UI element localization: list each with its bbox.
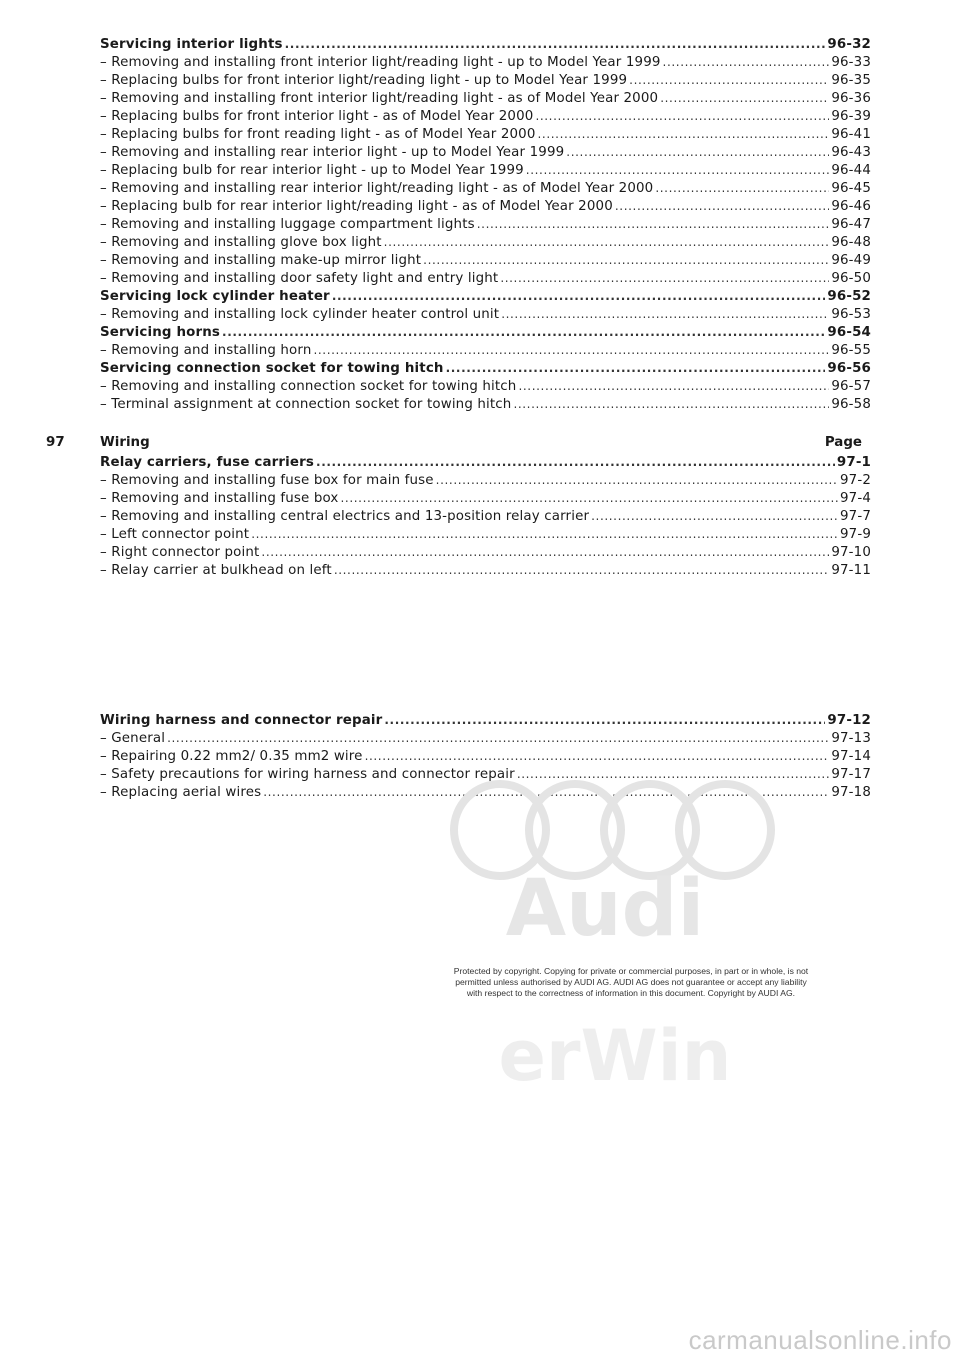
toc-entry-row[interactable] [100,305,871,323]
dot-leader [332,287,826,305]
toc-page-number: 96-43 [831,145,871,160]
toc-heading-row[interactable] [100,323,871,341]
toc-entry-row[interactable] [100,561,871,579]
toc-entry-row[interactable] [100,471,871,489]
toc-entry-title: – Removing and installing central electrics and 13-position relay carrier [100,508,589,526]
toc-entry-title: – General [100,730,165,748]
toc-page-number: 97-18 [831,785,871,800]
toc-entry-title: – Removing and installing door safety light and entry light [100,270,498,288]
dot-leader [591,507,838,525]
toc-entry-title: – Removing and installing glove box light [100,234,382,252]
dot-leader [526,161,830,179]
dot-leader [446,359,826,377]
toc-heading-row[interactable] [100,711,871,729]
toc-entry-row[interactable] [100,179,871,197]
toc-entry-row[interactable] [100,269,871,287]
toc-page-number: 97-2 [840,473,871,488]
dot-leader [513,395,829,413]
dot-leader [316,453,835,471]
toc-page-number: 96-32 [827,37,871,52]
dot-leader [313,341,829,359]
dot-leader [384,233,830,251]
dot-leader [365,747,830,765]
toc-page-number: 97-10 [831,545,871,560]
toc-page-number: 96-57 [831,379,871,394]
toc-entry-title: Servicing lock cylinder heater [100,289,330,304]
toc-page-number: 97-14 [831,749,871,764]
toc-entry-title: – Safety precautions for wiring harness and connector repair [100,766,515,784]
toc-entry-title: – Removing and installing rear interior light/reading light - as of Model Year 2000 [100,180,653,198]
toc-page-number: 97-12 [827,713,871,728]
dot-leader [423,251,829,269]
toc-page-number: 96-46 [831,199,871,214]
toc-page-number: 96-53 [831,307,871,322]
svg-text:Audi: Audi [505,864,705,954]
toc-entry-row[interactable] [100,161,871,179]
toc-entry-title: – Removing and installing connection socket for towing hitch [100,378,516,396]
dot-leader [538,125,830,143]
dot-leader [334,561,830,579]
toc-page-number: 97-9 [840,527,871,542]
toc-page-number: 96-35 [831,73,871,88]
dot-leader [629,71,829,89]
toc-entry-title: – Removing and installing front interior light/reading light - up to Model Year 1999 [100,54,661,72]
toc-entry-row[interactable] [100,197,871,215]
toc-entry-title: – Relay carrier at bulkhead on left [100,562,332,580]
dot-leader [518,377,829,395]
toc-page-number: 96-39 [831,109,871,124]
toc-page-number: 96-44 [831,163,871,178]
toc-entry-title: – Removing and installing front interior light/reading light - as of Model Year 2000 [100,90,658,108]
toc-entry-row[interactable] [100,729,871,747]
dot-leader [436,471,838,489]
toc-page-number: 96-58 [831,397,871,412]
toc-entry-row[interactable] [100,107,871,125]
toc-entry-row[interactable] [100,395,871,413]
toc-page-number: 96-52 [827,289,871,304]
toc-page-number: 97-7 [840,509,871,524]
toc-entry-title: – Removing and installing rear interior light - up to Model Year 1999 [100,144,564,162]
dot-leader [663,53,830,71]
toc-entry-row[interactable] [100,125,871,143]
toc-page-number: 97-4 [840,491,871,506]
toc-heading-row[interactable] [100,359,871,377]
toc-entry-title: – Removing and installing fuse box for main fuse [100,472,434,490]
toc-entry-title: – Repairing 0.22 mm2/ 0.35 mm2 wire [100,748,363,766]
dot-leader [535,107,829,125]
dot-leader [261,543,829,561]
chapter-number: 97 [46,435,65,450]
dot-leader [500,269,829,287]
toc-page-number: 96-41 [831,127,871,142]
toc-page-number: 97-1 [836,455,871,470]
toc-page-number: 96-55 [831,343,871,358]
toc-page-number: 96-47 [831,217,871,232]
toc-entry-row[interactable] [100,53,871,71]
toc-entry-title: – Removing and installing lock cylinder heater control unit [100,306,499,324]
dot-leader [566,143,829,161]
toc-page-number: 96-36 [831,91,871,106]
toc-entry-row[interactable] [100,233,871,251]
toc-entry-row[interactable] [100,377,871,395]
toc-page-number: 97-11 [831,563,871,578]
toc-entry-row[interactable] [100,341,871,359]
dot-leader [477,215,830,233]
toc-entry-title: – Removing and installing luggage compartment lights [100,216,475,234]
toc-page-number: 97-13 [831,731,871,746]
toc-entry-row[interactable] [100,525,871,543]
toc-entry-row[interactable] [100,71,871,89]
toc-entry-row[interactable] [100,507,871,525]
toc-heading-row[interactable] [100,453,871,471]
dot-leader [501,305,829,323]
toc-page-number: 96-33 [831,55,871,70]
toc-entry-row[interactable] [100,143,871,161]
copyright-notice: Protected by copyright. Copying for private or commercial purposes, in part or in whole, is not permitted unless authorised by AUDI AG. AUDI AG does not guarantee or accept any liability with respect to the correctness of information in this document. Copyright by AUDI AG. [453,966,809,998]
dot-leader [251,525,838,543]
toc-page-number: 96-48 [831,235,871,250]
toc-entry-title: – Right connector point [100,544,259,562]
toc-page-number: 96-56 [827,361,871,376]
toc-page-number: 96-49 [831,253,871,268]
toc-section-97-relay [100,453,871,579]
toc-entry-title: – Removing and installing horn [100,342,311,360]
dot-leader [341,489,838,507]
toc-entry-title: – Replacing bulbs for front reading light - as of Model Year 2000 [100,126,536,144]
toc-entry-row[interactable] [100,489,871,507]
toc-entry-title: – Replacing bulbs for front interior light - as of Model Year 2000 [100,108,533,126]
toc-heading-row[interactable] [100,287,871,305]
toc-entry-title: Servicing connection socket for towing hitch [100,361,444,376]
toc-page-number: 97-17 [831,767,871,782]
toc-entry-title: – Replacing bulb for rear interior light/reading light - as of Model Year 2000 [100,198,613,216]
toc-entry-title: Servicing horns [100,325,221,340]
toc-entry-row[interactable] [100,543,871,561]
svg-text:erWin: erWin [498,1015,732,1097]
toc-entry-title: Relay carriers, fuse carriers [100,455,315,470]
toc-entry-title: – Replacing bulb for rear interior light - up to Model Year 1999 [100,162,524,180]
page-column-label: Page [824,435,862,450]
toc-entry-title: – Terminal assignment at connection socket for towing hitch [100,396,511,414]
toc-entry-row[interactable] [100,747,871,765]
dot-leader [222,323,825,341]
toc-page-number: 96-50 [831,271,871,286]
toc-entry-title: – Replacing aerial wires [100,784,261,802]
toc-entry-title: Wiring harness and connector repair [100,713,383,728]
dot-leader [615,197,829,215]
footer-url: carmanualsonline.info [688,1325,952,1355]
toc-entry-title: – Replacing bulbs for front interior light/reading light - up to Model Year 1999 [100,72,627,90]
toc-entry-title: – Removing and installing fuse box [100,490,339,508]
toc-heading-row[interactable] [100,35,871,53]
toc-entry-title: – Removing and installing make-up mirror light [100,252,421,270]
chapter-97-header [46,434,862,452]
dot-leader [384,711,825,729]
dot-leader [285,35,826,53]
dot-leader [167,729,829,747]
toc-entry-title: – Left connector point [100,526,249,544]
dot-leader [660,89,829,107]
toc-page-number: 96-45 [831,181,871,196]
toc-page-number: 96-54 [827,325,871,340]
toc-entry-row[interactable] [100,215,871,233]
toc-entry-title: Servicing interior lights [100,37,283,52]
toc-section-96 [100,35,871,413]
toc-entry-row[interactable] [100,251,871,269]
dot-leader [655,179,829,197]
toc-entry-row[interactable] [100,89,871,107]
audi-watermark-logo [400,780,880,1110]
chapter-name: Wiring [100,435,150,450]
